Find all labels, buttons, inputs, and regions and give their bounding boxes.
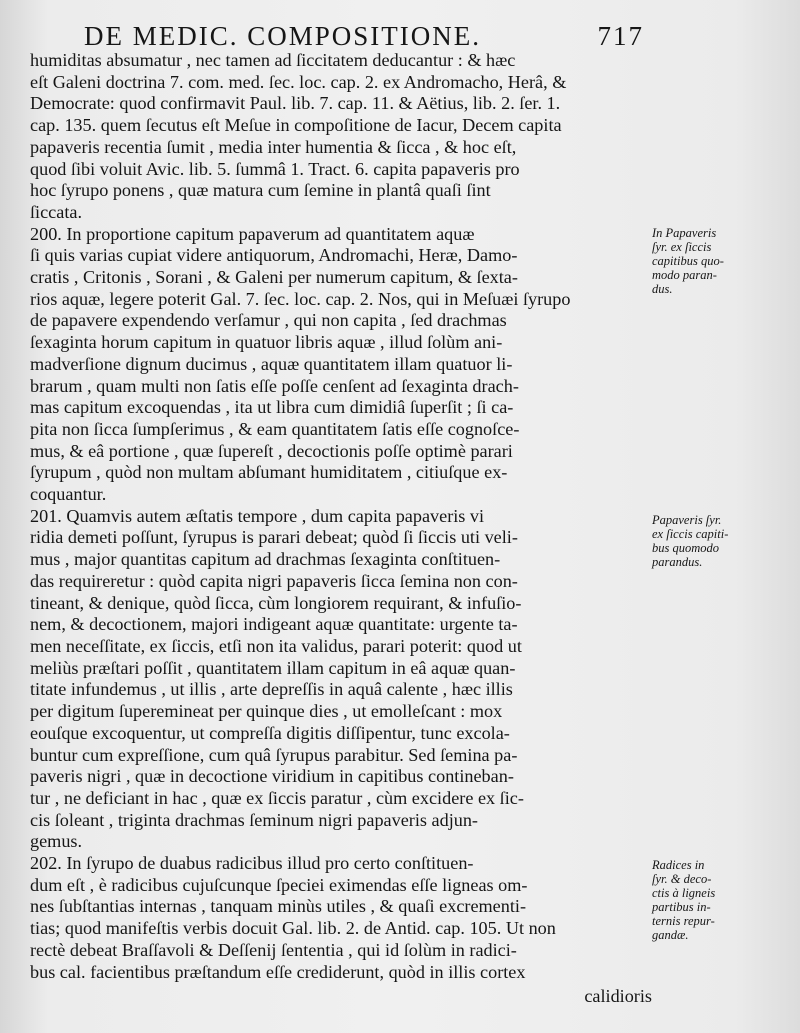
text-line: buntur cum expreſſione, cum quâ ſyrupus parabitur. Sed ſemina pa- <box>30 744 518 765</box>
text-line: per digitum ſupereminеat per quinque dies , ut emolleſcant : mox <box>30 701 503 722</box>
margin-line: ctis à ligneis <box>652 886 716 900</box>
margin-line: capitibus quo- <box>652 254 724 268</box>
text-line: cratis , Critonis , Sorani , & Galeni per numerum capitum, & ſexta- <box>30 267 518 288</box>
text-line: dum eſt , è radicibus cujuſcunque ſpeciei eximendas eſſe ligneas om- <box>30 874 528 895</box>
text-line: quod ſibi voluit Avic. lib. 5. ſummâ 1. Tract. 6. capita papaveris pro <box>30 158 520 179</box>
text-line: ſiccata. <box>30 201 82 222</box>
paragraph-199-end <box>30 50 650 224</box>
text-line: 202. In ſyrupo de duabus radicibus illud pro certo conſtituen- <box>30 853 474 874</box>
margin-line: ex ſiccis capiti- <box>652 527 729 541</box>
margin-line: Papaveris ſyr. <box>652 513 722 527</box>
margin-line: ternis repur- <box>652 914 715 928</box>
text-line: nes ſubſtantias internas , tanquam minùs utiles , & quaſi excrementi- <box>30 896 527 917</box>
margin-line: parandus. <box>652 555 703 569</box>
marginal-note-200 <box>652 226 798 296</box>
text-line: meliùs præſtari poſſit , quantitatem illam capitum in eâ aquæ quan- <box>30 657 516 678</box>
text-line: de papavere expendendo verſamur , qui non capita , ſed drachmas <box>30 310 507 331</box>
text-line: rectè debeat Braſſavoli & Deſſenij ſententia , qui id ſolùm in radici- <box>30 939 517 960</box>
text-line: papaveris recentia ſumit , media inter humentia & ſicca , & hoc eſt, <box>30 136 517 157</box>
text-line: mas capitum excoquendas , ita ut libra cum dimidiâ ſuperſit ; ſi ca- <box>30 397 514 418</box>
margin-line: gandæ. <box>652 928 689 942</box>
main-text <box>30 50 650 983</box>
text-line: das requireretur : quòd capita nigri papaveris ſicca ſemina non con- <box>30 570 518 591</box>
text-line: cap. 135. quem ſecutus eſt Meſue in compoſitione de Iacur, Decem capita <box>30 115 562 136</box>
page-number: 717 <box>597 21 644 51</box>
paragraph-200 <box>30 224 650 506</box>
text-line: coquantur. <box>30 484 107 505</box>
text-line: ſi quis varias cupiat videre antiquorum, Andromachi, Heræ, Damo- <box>30 245 518 266</box>
text-line: titate infundemus , ut illis , arte depreſſis in aquâ calente , hæc illis <box>30 679 513 700</box>
text-line: cis ſoleant , triginta drachmas ſeminum nigri papaveris adjun- <box>30 809 478 830</box>
text-line: ſexaginta horum capitum in quatuor libris aquæ , illud ſolùm ani- <box>30 332 503 353</box>
text-line: 201. Quamvis autem æſtatis tempore , dum capita papaveris vi <box>30 505 485 526</box>
text-line: pita non ſicca ſumpſerimus , & eam quantitatem ſatis eſſe cognoſce- <box>30 418 520 439</box>
catchword: calidioris <box>584 986 652 1006</box>
text-line: tineant, & denique, quòd ſicca, cùm longiorem requirant, & infuſio- <box>30 592 522 613</box>
text-line: mus, & eâ portione , quæ ſupereſt , decoctionis poſſe optimè parari <box>30 440 513 461</box>
text-line: paveris nigri , quæ in decoctione viridium in capitibus contineban- <box>30 766 514 787</box>
margin-line: modo paran- <box>652 268 717 282</box>
text-line: 200. In proportione capitum papaverum ad quantitatem aquæ <box>30 223 475 244</box>
text-line: eſt Galeni doctrina 7. com. med. ſec. loc. cap. 2. ex Andromacho, Herâ, & <box>30 71 567 92</box>
text-line: rios aquæ, legere poterit Gal. 7. ſec. loc. cap. 2. Nos, qui in Meſuæi ſyrupo <box>30 288 571 309</box>
text-line: humiditas absumatur , nec tamen ad ſiccitatem deducantur : & hæc <box>30 50 516 70</box>
text-line: mus , major quantitas capitum ad drachmas ſexaginta conſtituen- <box>30 549 501 570</box>
margin-line: bus quomodo <box>652 541 720 555</box>
text-line: eouſque excoquentur, ut compreſſa digitis diſſipentur, tunc excola- <box>30 722 510 743</box>
text-line: Democrate: quod confirmavit Paul. lib. 7. cap. 11. & Aëtius, lib. 2. ſer. 1. <box>30 93 561 114</box>
text-line: bus cal. facientibus præſtandum eſſe crediderunt, quòd in illis cortex <box>30 961 526 982</box>
text-line: tur , ne deficiant in hac , quæ ex ſiccis paratur , cùm excidere ex ſic- <box>30 787 524 808</box>
marginal-note-201 <box>652 513 798 569</box>
marginal-note-202 <box>652 858 798 942</box>
margin-line: partibus in- <box>652 900 711 914</box>
paragraph-202 <box>30 853 650 983</box>
text-line: hoc ſyrupo ponens , quæ matura cum ſemine in plantâ quaſi ſint <box>30 180 491 201</box>
text-line: gemus. <box>30 831 83 852</box>
text-line: brarum , quam multi non ſatis eſſe poſſe cenſent ad ſexaginta drach- <box>30 375 519 396</box>
margin-line: In Papaveris <box>652 226 717 240</box>
text-line: tias; quod manifeſtis verbis docuit Gal. lib. 2. de Antid. cap. 105. Ut non <box>30 918 556 939</box>
text-line: men neceſſitate, ex ſiccis, etſi non ita validus, parari poterit: quod ut <box>30 635 522 656</box>
margin-line: Radices in <box>652 858 705 872</box>
text-line: ſyrupum , quòd non multam abſumant humiditatem , citiuſque ex- <box>30 462 508 483</box>
margin-line: ſyr. & deco- <box>652 872 712 886</box>
text-line: nem, & decoctionem, majori indigeant aquæ quantitate: urgente ta- <box>30 614 518 635</box>
running-title: DE MEDIC. COMPOSITIONE. <box>84 21 481 51</box>
text-line: ridia demeti poſſunt, ſyrupus is parari debeat; quòd ſi ſiccis uti veli- <box>30 527 518 548</box>
text-line: madverſione dignum ducimus , aquæ quantitatem illam quatuor li- <box>30 353 513 374</box>
margin-line: ſyr. ex ſiccis <box>652 240 712 254</box>
paragraph-201 <box>30 506 650 853</box>
margin-line: dus. <box>652 282 673 296</box>
